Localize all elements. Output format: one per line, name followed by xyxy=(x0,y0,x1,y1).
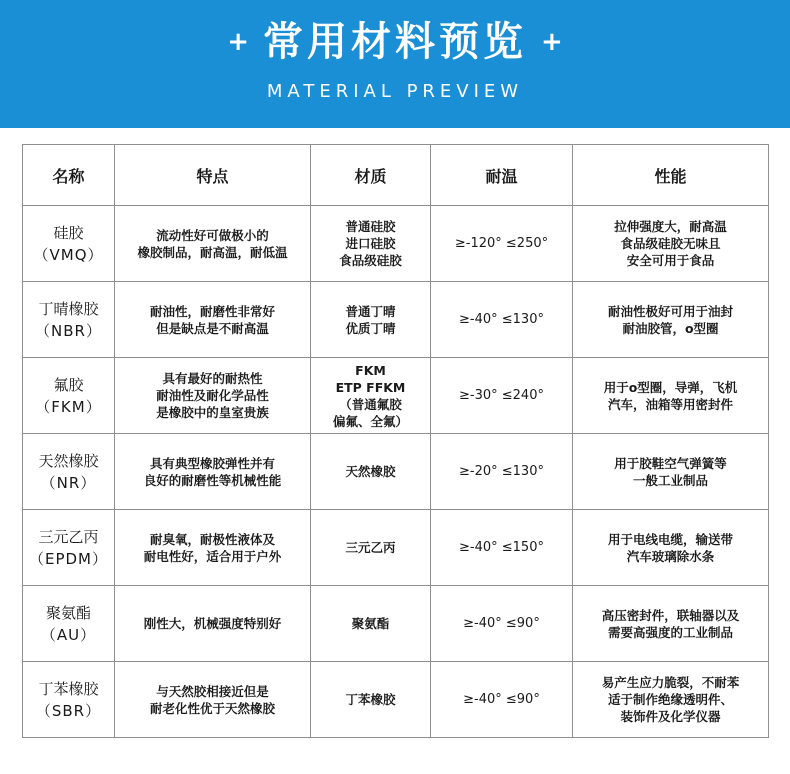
performance-line: 用于电线电缆，输送带 xyxy=(607,531,733,547)
feature-line: 与天然胶相接近但是 xyxy=(156,683,269,699)
temperature-cell: ≥-20° ≤130° xyxy=(431,434,573,510)
temperature-cell: ≥-40° ≤90° xyxy=(431,586,573,662)
features-cell xyxy=(115,282,311,358)
column-header-material: 材质 xyxy=(311,145,431,206)
performance-line: 汽车，油箱等用密封件 xyxy=(607,396,733,412)
performance-line: 食品级硅胶无味且 xyxy=(620,236,721,251)
material-line: FKM xyxy=(355,362,386,378)
features-cell xyxy=(115,586,311,662)
material-line: （普通氟胶 xyxy=(339,396,402,412)
page-subtitle: MATERIAL PREVIEW xyxy=(266,81,524,102)
material-line: 天然橡胶 xyxy=(345,464,396,479)
header-banner xyxy=(0,0,790,128)
material-cell xyxy=(311,358,431,434)
material-name-cell xyxy=(23,358,115,434)
table-row xyxy=(23,282,769,358)
material-name-cell xyxy=(23,662,115,738)
feature-line: 耐油性，耐磨性非常好 xyxy=(149,303,275,319)
feature-line: 是橡胶中的皇室贵族 xyxy=(156,405,269,420)
material-cell xyxy=(311,586,431,662)
material-code: （AU） xyxy=(40,625,97,644)
feature-line: 流动性好可做极小的 xyxy=(156,227,269,243)
material-line: ETP FFKM xyxy=(335,379,406,395)
material-name: 丁晴橡胶 xyxy=(38,299,99,318)
performance-line: 一般工业制品 xyxy=(632,472,708,488)
material-line: 聚氨酯 xyxy=(351,616,390,631)
feature-line: 具有最好的耐热性 xyxy=(162,371,263,386)
material-name-cell xyxy=(23,586,115,662)
material-line: 普通硅胶 xyxy=(345,219,396,234)
material-code: （FKM） xyxy=(35,397,102,416)
material-name-cell xyxy=(23,282,115,358)
material-cell xyxy=(311,510,431,586)
material-name: 丁苯橡胶 xyxy=(38,679,99,698)
feature-line: 具有典型橡胶弹性并有 xyxy=(149,455,275,471)
performance-cell xyxy=(573,434,769,510)
feature-line: 耐老化性优于天然橡胶 xyxy=(149,700,275,716)
performance-line: 高压密封件，联轴器以及 xyxy=(601,607,740,623)
feature-line: 但是缺点是不耐高温 xyxy=(156,320,269,336)
performance-line: 需要高强度的工业制品 xyxy=(607,624,733,640)
table-body xyxy=(23,206,769,738)
material-name: 氟胶 xyxy=(53,375,84,394)
performance-line: 易产生应力脆裂，不耐苯 xyxy=(601,675,740,690)
performance-cell xyxy=(573,662,769,738)
table-row xyxy=(23,586,769,662)
material-name: 聚氨酯 xyxy=(45,603,91,622)
feature-line: 良好的耐磨性等机械性能 xyxy=(143,472,282,488)
table-header-row xyxy=(23,145,769,206)
table-row xyxy=(23,434,769,510)
material-line: 优质丁晴 xyxy=(345,320,396,336)
feature-line: 耐电性好，适合用于户外 xyxy=(143,548,282,564)
performance-cell xyxy=(573,358,769,434)
material-name-cell xyxy=(23,510,115,586)
performance-line: 安全可用于食品 xyxy=(626,253,715,268)
table-row xyxy=(23,358,769,434)
table-row xyxy=(23,206,769,282)
materials-table xyxy=(22,144,769,738)
temperature-cell: ≥-30° ≤240° xyxy=(431,358,573,434)
material-line: 三元乙丙 xyxy=(345,540,396,555)
material-code: （VMQ） xyxy=(33,245,104,264)
feature-line: 橡胶制品，耐高温，耐低温 xyxy=(137,244,288,260)
features-cell xyxy=(115,662,311,738)
temperature-cell: ≥-40° ≤130° xyxy=(431,282,573,358)
performance-line: 装饰件及化学仪器 xyxy=(620,709,721,724)
material-name-cell xyxy=(23,434,115,510)
material-line: 进口硅胶 xyxy=(345,236,396,251)
performance-line: 汽车玻璃除水条 xyxy=(626,548,715,564)
performance-line: 拉伸强度大，耐高温 xyxy=(614,219,727,234)
material-name-cell xyxy=(23,206,115,282)
temperature-cell: ≥-120° ≤250° xyxy=(431,206,573,282)
column-header-performance: 性能 xyxy=(573,145,769,206)
features-cell xyxy=(115,434,311,510)
performance-cell xyxy=(573,206,769,282)
feature-line: 刚性大，机械强度特别好 xyxy=(143,616,282,631)
feature-line: 耐油性及耐化学品性 xyxy=(156,388,269,403)
material-line: 偏氟、全氟） xyxy=(332,413,408,429)
material-line: 丁苯橡胶 xyxy=(345,692,396,707)
material-name: 三元乙丙 xyxy=(38,527,99,546)
features-cell xyxy=(115,358,311,434)
table-row xyxy=(23,662,769,738)
feature-line: 耐臭氧，耐极性液体及 xyxy=(149,531,275,547)
title-row xyxy=(0,19,790,65)
performance-line: 用于胶鞋空气弹簧等 xyxy=(614,455,727,471)
performance-cell xyxy=(573,510,769,586)
material-cell xyxy=(311,434,431,510)
material-code: （NBR） xyxy=(35,321,102,340)
features-cell xyxy=(115,206,311,282)
features-cell xyxy=(115,510,311,586)
plus-left-icon: + xyxy=(227,27,249,57)
temperature-cell: ≥-40° ≤90° xyxy=(431,662,573,738)
material-cell xyxy=(311,662,431,738)
performance-line: 适于制作绝缘透明件、 xyxy=(607,692,733,707)
material-name: 天然橡胶 xyxy=(38,451,99,470)
material-line: 食品级硅胶 xyxy=(339,253,402,268)
performance-cell xyxy=(573,282,769,358)
plus-right-icon: + xyxy=(541,27,563,57)
performance-line: 耐油胶管，o型圈 xyxy=(622,320,719,336)
column-header-name: 名称 xyxy=(23,145,115,206)
material-cell xyxy=(311,282,431,358)
column-header-features: 特点 xyxy=(115,145,311,206)
performance-cell xyxy=(573,586,769,662)
temperature-cell: ≥-40° ≤150° xyxy=(431,510,573,586)
performance-line: 耐油性极好可用于油封 xyxy=(607,303,733,319)
material-cell xyxy=(311,206,431,282)
column-header-temperature: 耐温 xyxy=(431,145,573,206)
material-code: （NR） xyxy=(40,473,97,492)
table-row xyxy=(23,510,769,586)
performance-line: 用于o型圈，导弹，飞机 xyxy=(603,379,738,395)
page-title: 常用材料预览 xyxy=(263,19,527,65)
material-code: （EPDM） xyxy=(28,549,108,568)
material-code: （SBR） xyxy=(35,701,102,720)
material-name: 硅胶 xyxy=(53,223,84,242)
material-line: 普通丁晴 xyxy=(345,303,396,319)
